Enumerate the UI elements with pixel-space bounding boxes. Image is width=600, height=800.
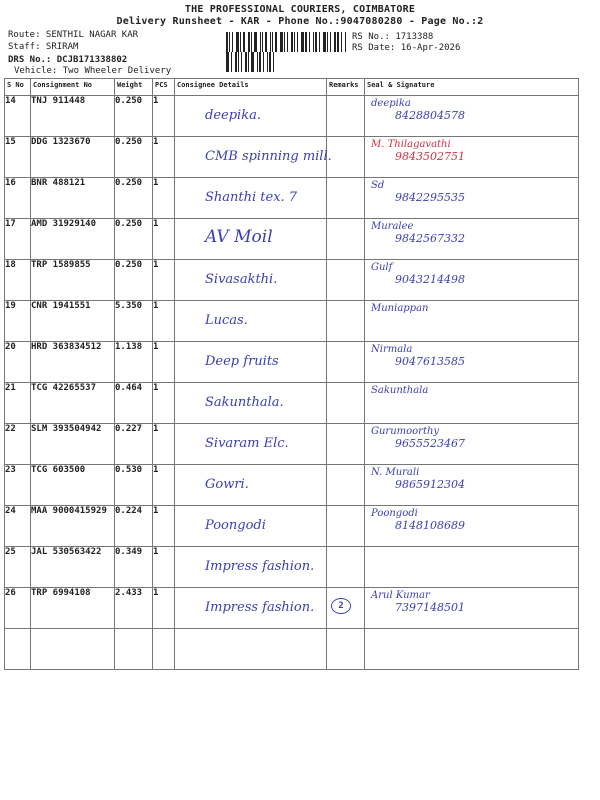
row-consignment-no: TRP 6994108 xyxy=(31,588,115,629)
barcode-bar xyxy=(269,52,271,72)
row-consignee: Gowri. xyxy=(205,477,249,492)
row-sno: 22 xyxy=(5,424,31,465)
row-signature: Sd xyxy=(371,180,385,191)
row-signature-phone: 7397148501 xyxy=(395,601,465,614)
row-remarks-cell xyxy=(327,342,365,383)
barcode-bar xyxy=(330,32,331,52)
barcode-bar xyxy=(260,32,261,52)
row-signature-phone: 9655523467 xyxy=(395,437,465,450)
row-remarks-cell xyxy=(327,424,365,465)
row-signature-phone: 9043214498 xyxy=(395,273,465,286)
table-row xyxy=(5,137,579,178)
row-consignee: Lucas. xyxy=(205,313,248,328)
barcode-bar xyxy=(280,32,283,52)
table-row xyxy=(5,383,579,424)
row-signature: Muniappan xyxy=(371,303,429,314)
row-pcs: 1 xyxy=(153,383,175,424)
header-sno: S No xyxy=(5,79,31,96)
row-signature-cell xyxy=(365,260,579,301)
row-weight: 0.530 xyxy=(115,465,153,506)
table-row xyxy=(5,96,579,137)
runsheet-title: Delivery Runsheet - KAR - Phone No.:9047080280 - Page No.:2 xyxy=(116,16,484,27)
row-signature-cell xyxy=(365,178,579,219)
row-signature: Gulf xyxy=(371,262,393,273)
barcode-bar xyxy=(226,32,228,52)
row-pcs: 1 xyxy=(153,260,175,301)
drs-label: DRS No.: DCJB171338802 xyxy=(8,55,128,65)
row-sno: 18 xyxy=(5,260,31,301)
row-signature-phone: 8428804578 xyxy=(395,109,465,122)
row-sno: 24 xyxy=(5,506,31,547)
barcode-bar xyxy=(294,32,295,52)
row-signature-cell xyxy=(365,547,579,588)
row-consignee-cell xyxy=(175,342,327,383)
row-pcs: 1 xyxy=(153,137,175,178)
barcode-bar xyxy=(305,32,307,52)
barcode-bar xyxy=(272,32,273,52)
row-remarks-cell xyxy=(327,96,365,137)
table-row xyxy=(5,424,579,465)
row-consignee-cell xyxy=(175,260,327,301)
barcode-bar xyxy=(345,32,346,52)
row-pcs: 1 xyxy=(153,588,175,629)
barcode-bar xyxy=(251,52,254,72)
staff-label: Staff: SRIRAM xyxy=(8,42,79,52)
barcode-bar xyxy=(327,32,328,52)
row-signature: deepika xyxy=(371,98,411,109)
row-signature-cell xyxy=(365,342,579,383)
table-row xyxy=(5,506,579,547)
row-weight: 0.224 xyxy=(115,506,153,547)
barcode-bar xyxy=(319,32,320,52)
row-pcs: 1 xyxy=(153,506,175,547)
row-consignee-cell xyxy=(175,219,327,260)
barcode-bar xyxy=(337,32,339,52)
blank-cell xyxy=(115,629,153,670)
vehicle-label: Vehicle: Two Wheeler Delivery xyxy=(14,66,172,76)
header-weight: Weight xyxy=(115,79,153,96)
row-remark: 2 xyxy=(331,598,351,614)
row-signature xyxy=(365,547,578,549)
blank-cell xyxy=(31,629,115,670)
row-remarks-cell xyxy=(327,137,365,178)
barcode-bar xyxy=(263,52,264,72)
row-remarks-cell xyxy=(327,178,365,219)
row-weight: 0.464 xyxy=(115,383,153,424)
row-consignment-no: TCG 603500 xyxy=(31,465,115,506)
row-remarks-cell xyxy=(327,547,365,588)
barcode-bar xyxy=(262,32,263,52)
row-pcs: 1 xyxy=(153,301,175,342)
row-sno: 17 xyxy=(5,219,31,260)
row-pcs: 1 xyxy=(153,547,175,588)
barcode-bar xyxy=(287,32,288,52)
row-consignee: deepika. xyxy=(205,108,261,123)
barcode-bar xyxy=(315,32,317,52)
row-consignment-no: MAA 9000415929 xyxy=(31,506,115,547)
row-weight: 5.350 xyxy=(115,301,153,342)
row-signature-phone: 9843502751 xyxy=(395,150,465,163)
row-weight: 0.250 xyxy=(115,96,153,137)
row-consignment-no: AMD 31929140 xyxy=(31,219,115,260)
row-consignee-cell xyxy=(175,383,327,424)
row-remarks-cell xyxy=(327,219,365,260)
rs-number: RS No.: 1713388 xyxy=(352,32,434,42)
row-signature-cell xyxy=(365,588,579,629)
table-row xyxy=(5,301,579,342)
barcode-bar xyxy=(257,52,258,72)
row-signature-cell xyxy=(365,301,579,342)
row-signature-cell xyxy=(365,424,579,465)
row-signature: Sakunthala xyxy=(371,385,429,396)
row-consignee: Impress fashion. xyxy=(205,600,315,615)
barcode-bar xyxy=(251,32,252,52)
row-remarks-cell xyxy=(327,588,365,629)
barcode-bar xyxy=(232,32,233,52)
row-remarks-cell xyxy=(327,301,365,342)
barcode-bar xyxy=(229,32,230,52)
barcode-bar xyxy=(309,32,310,52)
row-sno: 23 xyxy=(5,465,31,506)
row-signature-cell xyxy=(365,465,579,506)
row-consignee-cell xyxy=(175,506,327,547)
row-signature-cell xyxy=(365,506,579,547)
row-signature-cell xyxy=(365,219,579,260)
table-row xyxy=(5,178,579,219)
table-row xyxy=(5,342,579,383)
row-signature: Gurumoorthy xyxy=(371,426,440,437)
row-weight: 0.349 xyxy=(115,547,153,588)
row-consignee: Sivasakthi. xyxy=(205,272,278,287)
row-signature: N. Murali xyxy=(371,467,420,478)
barcode-bar xyxy=(236,32,239,52)
row-consignee-cell xyxy=(175,465,327,506)
barcode-bar xyxy=(259,52,261,72)
row-signature-cell xyxy=(365,96,579,137)
barcode-bar xyxy=(243,32,245,52)
barcode-bar xyxy=(231,52,232,72)
table-row xyxy=(5,219,579,260)
row-consignment-no: DDG 1323670 xyxy=(31,137,115,178)
header-consignee: Consignee Details xyxy=(175,79,327,96)
blank-cell xyxy=(327,629,365,670)
row-weight: 0.227 xyxy=(115,424,153,465)
barcode-bar xyxy=(273,52,274,72)
row-consignment-no: TRP 1589855 xyxy=(31,260,115,301)
row-sno: 21 xyxy=(5,383,31,424)
row-remarks-cell xyxy=(327,383,365,424)
row-signature-phone: 9865912304 xyxy=(395,478,465,491)
barcode-bar xyxy=(341,32,342,52)
row-signature-phone: 9842567332 xyxy=(395,232,465,245)
blank-cell xyxy=(5,629,31,670)
barcode xyxy=(226,32,348,52)
row-pcs: 1 xyxy=(153,342,175,383)
row-weight: 0.250 xyxy=(115,178,153,219)
barcode-bar xyxy=(267,52,268,72)
row-weight: 0.250 xyxy=(115,219,153,260)
barcode-bar xyxy=(334,32,336,52)
row-signature: Muralee xyxy=(371,221,414,232)
blank-cell xyxy=(365,629,579,670)
row-consignment-no: HRD 363834512 xyxy=(31,342,115,383)
route-label: Route: SENTHIL NAGAR KAR xyxy=(8,30,139,40)
row-signature-phone: 9047613585 xyxy=(395,355,465,368)
row-pcs: 1 xyxy=(153,178,175,219)
barcode-bar xyxy=(241,52,242,72)
row-sno: 16 xyxy=(5,178,31,219)
row-consignee: Sivaram Elc. xyxy=(205,436,289,451)
row-consignee-cell xyxy=(175,547,327,588)
row-signature: M. Thilagavathi xyxy=(371,139,451,150)
row-consignment-no: JAL 530563422 xyxy=(31,547,115,588)
blank-cell xyxy=(153,629,175,670)
row-consignee: CMB spinning mill. xyxy=(205,149,332,164)
row-consignee-cell xyxy=(175,178,327,219)
company-title: THE PROFESSIONAL COURIERS, COIMBATORE xyxy=(184,4,416,15)
row-consignee: Poongodi xyxy=(205,518,266,533)
row-consignment-no: TNJ 911448 xyxy=(31,96,115,137)
table-row xyxy=(5,465,579,506)
table-row-blank xyxy=(5,629,579,670)
row-consignee: Shanthi tex. 7 xyxy=(205,190,298,205)
row-signature-cell xyxy=(365,137,579,178)
header-consignment: Consignment No xyxy=(31,79,115,96)
barcode-bar xyxy=(238,52,239,72)
row-pcs: 1 xyxy=(153,219,175,260)
barcode-bar xyxy=(301,32,304,52)
barcode-bar xyxy=(240,32,241,52)
barcode-bar xyxy=(323,32,326,52)
row-sno: 15 xyxy=(5,137,31,178)
rs-date: RS Date: 16-Apr-2026 xyxy=(352,43,461,53)
table-row xyxy=(5,588,579,629)
table-row xyxy=(5,260,579,301)
header-remarks: Remarks xyxy=(327,79,365,96)
row-pcs: 1 xyxy=(153,96,175,137)
row-sno: 25 xyxy=(5,547,31,588)
row-signature: Nirmala xyxy=(371,344,413,355)
row-weight: 2.433 xyxy=(115,588,153,629)
barcode-bar xyxy=(291,32,293,52)
row-pcs: 1 xyxy=(153,465,175,506)
header-signature: Seal & Signature xyxy=(365,79,579,96)
row-sno: 20 xyxy=(5,342,31,383)
blank-cell xyxy=(175,629,327,670)
row-consignment-no: TCG 42265537 xyxy=(31,383,115,424)
barcode-bar xyxy=(248,52,249,72)
row-sno: 14 xyxy=(5,96,31,137)
row-consignee-cell xyxy=(175,424,327,465)
row-consignee-cell xyxy=(175,137,332,178)
row-consignee: Sakunthala. xyxy=(205,395,284,410)
row-remarks-cell xyxy=(327,506,365,547)
row-signature-phone: 8148108689 xyxy=(395,519,465,532)
row-weight: 0.250 xyxy=(115,137,153,178)
barcode-bar xyxy=(297,32,298,52)
row-signature-phone: 9842295535 xyxy=(395,191,465,204)
barcode-bar xyxy=(284,32,285,52)
barcode-bar xyxy=(245,52,247,72)
barcode-bar xyxy=(254,32,257,52)
row-consignment-no: CNR 1941551 xyxy=(31,301,115,342)
runsheet-table xyxy=(4,78,579,670)
row-consignee-cell xyxy=(175,588,327,629)
barcode-bar xyxy=(270,32,271,52)
barcode-bar xyxy=(275,32,277,52)
row-sno: 19 xyxy=(5,301,31,342)
header-pcs: PCS xyxy=(153,79,175,96)
row-weight: 0.250 xyxy=(115,260,153,301)
row-consignee-cell xyxy=(175,301,327,342)
row-signature: Arul Kumar xyxy=(371,590,430,601)
row-consignee: AV Moil xyxy=(205,227,273,247)
barcode-bar xyxy=(265,32,267,52)
row-sno: 26 xyxy=(5,588,31,629)
row-remarks-cell xyxy=(327,260,365,301)
row-signature-cell xyxy=(365,383,579,424)
table-row xyxy=(5,547,579,588)
row-consignment-no: SLM 393504942 xyxy=(31,424,115,465)
row-consignee-cell xyxy=(175,96,327,137)
row-consignee: Impress fashion. xyxy=(205,559,315,574)
barcode-bar xyxy=(248,32,250,52)
barcode-bar xyxy=(226,52,229,72)
barcode-bar xyxy=(313,32,314,52)
row-pcs: 1 xyxy=(153,424,175,465)
table-header-row xyxy=(5,79,579,96)
row-remarks-cell xyxy=(327,465,365,506)
row-weight: 1.138 xyxy=(115,342,153,383)
row-signature: Poongodi xyxy=(371,508,418,519)
barcode-bar xyxy=(235,52,237,72)
row-consignee: Deep fruits xyxy=(205,354,279,369)
row-consignment-no: BNR 488121 xyxy=(31,178,115,219)
